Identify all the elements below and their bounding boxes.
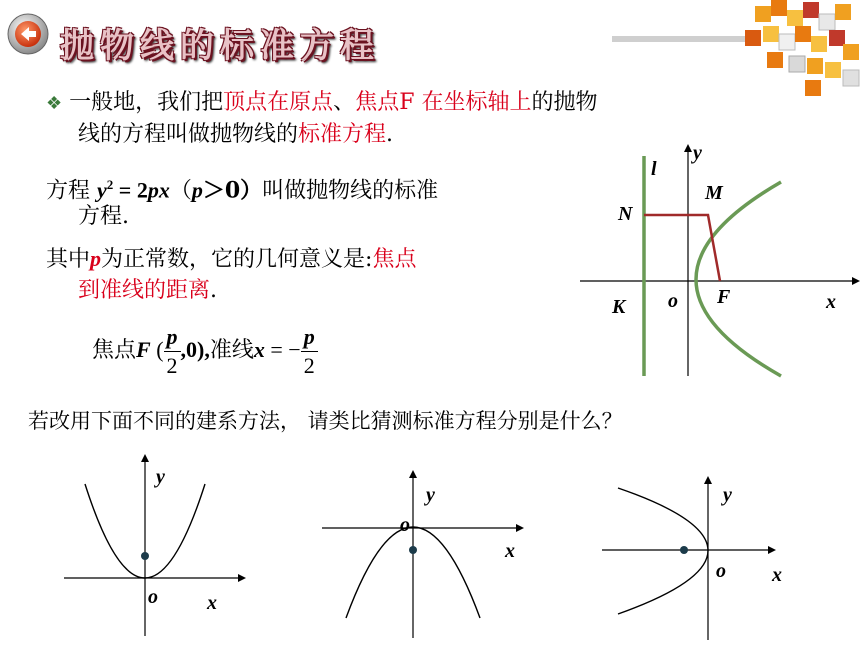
label-K: K [612, 296, 626, 318]
label-y-main: y [693, 142, 702, 164]
equation-condition: ＞0） [202, 177, 263, 204]
x-axis-arrow-icon [852, 277, 860, 285]
standard-equation-term: 标准方程 [298, 122, 387, 147]
label-o-main: o [668, 290, 678, 312]
meaning-line-1 [46, 242, 416, 277]
definition-line-2 [78, 118, 393, 152]
separator-text: 、 [333, 90, 356, 115]
meaning-period: . [210, 278, 218, 303]
equation-prefix: 方程 [46, 178, 91, 204]
meaning-line-2 [78, 274, 217, 308]
arrow-icon [704, 476, 712, 484]
focus-on-axis-text: 焦点F 在坐标轴上 [355, 90, 532, 115]
equation-exponent: 2 [106, 177, 114, 192]
equation-p: p [191, 177, 203, 203]
meaning-p: p [90, 246, 102, 271]
graph1-o-label: o [148, 586, 158, 608]
directrix-den: 2 [303, 352, 315, 378]
meaning-middle: 为正常数，它的几何意义是: [101, 247, 373, 272]
graph-opens-left [598, 474, 798, 644]
graph1-y-label: y [156, 466, 165, 488]
graph-opens-up [60, 450, 250, 640]
definition-period: . [386, 122, 394, 147]
graph-opens-down [318, 466, 528, 641]
directrix-num: p [301, 323, 318, 352]
vertex-at-origin-text: 顶点在原点 [223, 90, 334, 115]
graph3-x-label: x [772, 564, 782, 586]
equation-cond-open: （ [169, 178, 192, 204]
directrix-fraction [301, 323, 318, 380]
graph2-y-label: y [426, 484, 435, 506]
definition-text-3: 线的方程叫做抛物线的 [78, 122, 299, 147]
equation-y: y [97, 177, 107, 203]
arrow-icon [768, 546, 776, 554]
meaning-prefix: 其中 [46, 247, 91, 272]
arrow-icon [238, 574, 246, 582]
back-arrow-icon [6, 12, 50, 56]
decorative-cubes-graphic [745, 0, 860, 100]
label-l: l [651, 158, 657, 180]
equation-line-2: 方程. [78, 204, 129, 229]
focus-fraction [164, 323, 181, 380]
graph1-x-label: x [207, 592, 217, 614]
arrow-icon [409, 470, 417, 478]
header-rule [612, 36, 757, 42]
label-F: F [717, 286, 731, 308]
parabola-curve [696, 182, 781, 376]
focus-dot [409, 546, 417, 554]
focus-num: p [164, 323, 181, 352]
definition-line-1 [46, 86, 597, 121]
focus-F: F [136, 337, 151, 362]
graph2-o-label: o [400, 514, 410, 536]
question-text: 若改用下面不同的建系方法， 请类比猜测标准方程分别是什么？ [28, 409, 623, 433]
directrix-label: 准线 [209, 338, 254, 363]
arrow-icon [141, 454, 149, 462]
definition-text-2: 的抛物 [531, 90, 598, 115]
y-axis-arrow-icon [684, 144, 692, 152]
focus-directrix-formula [92, 322, 318, 380]
focus-den: 2 [166, 352, 178, 378]
label-M: M [705, 182, 723, 204]
equation-equals: = 2 [113, 177, 148, 203]
graph3-o-label: o [716, 560, 726, 582]
main-parabola-diagram [576, 140, 860, 380]
definition-text-1: 一般地，我们把 [69, 90, 224, 115]
graph2-x-label: x [505, 540, 515, 562]
arrow-icon [516, 524, 524, 532]
parabola-curve [618, 488, 708, 614]
focus-dot [680, 546, 688, 554]
equation-suffix: 叫做抛物线的标准 [262, 178, 439, 204]
focus-close: ,0), [180, 337, 210, 362]
directrix-eq: = − [264, 337, 301, 362]
label-x-main: x [826, 291, 836, 313]
focus-label: 焦点 [92, 338, 137, 363]
focus-dot [141, 552, 149, 560]
diamond-bullet-icon: ❖ [46, 93, 63, 114]
meaning-distance: 到准线的距离 [78, 278, 211, 303]
label-N: N [618, 203, 633, 225]
directrix-x: x [253, 337, 265, 362]
distance-segments [644, 215, 720, 281]
graph3-y-label: y [723, 484, 732, 506]
back-arrow-button[interactable] [6, 12, 50, 56]
equation-px: px [147, 177, 170, 203]
focus-open: ( [150, 337, 164, 362]
meaning-focus: 焦点 [372, 247, 417, 272]
page-title: 抛物线的标准方程 [60, 26, 380, 66]
